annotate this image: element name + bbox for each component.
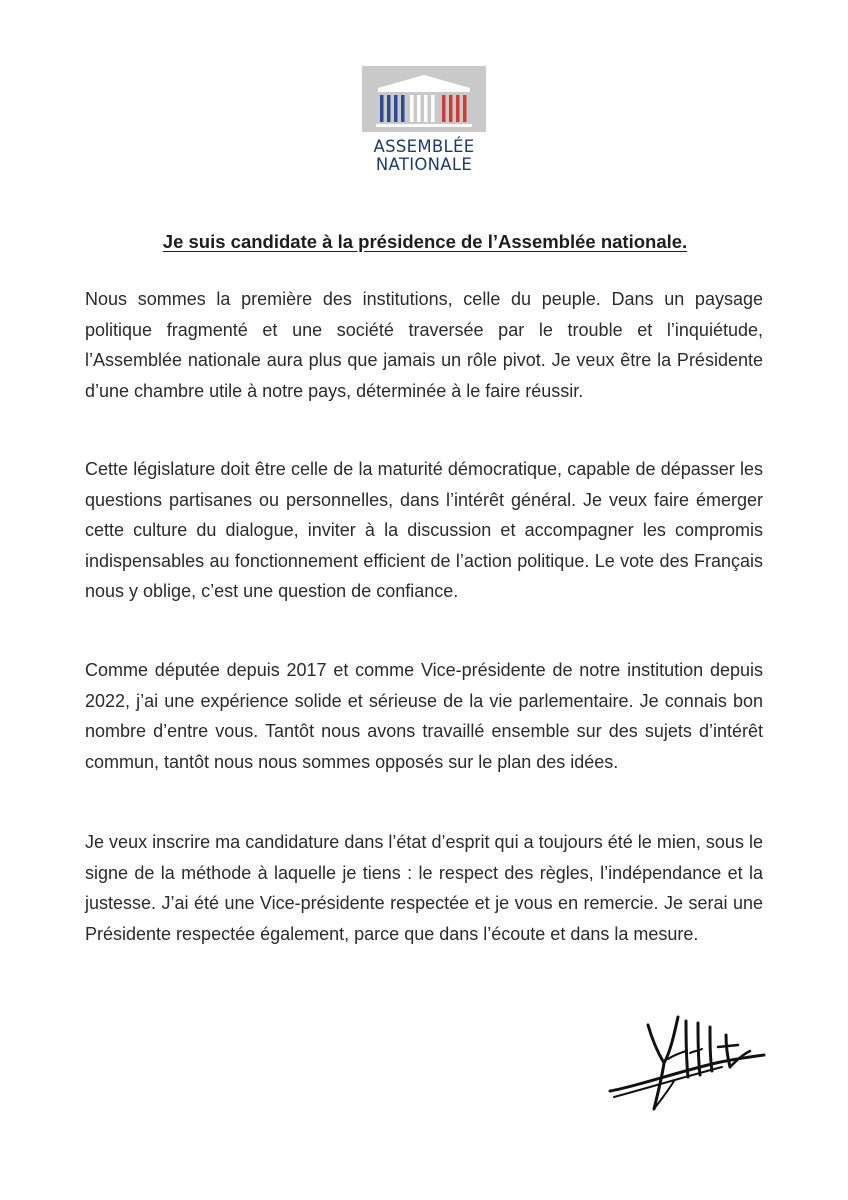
assemblee-nationale-logo [362,66,486,178]
letter-paragraph-4: Je veux inscrire ma candidature dans l’état d’esprit qui a toujours été le mien, sous le signe de la méthode à laquelle je tiens : le respect des règles, l’indépendance et la justesse. J’ai été une Vice-présidente respectée et je vous en remercie. Je serai une Présidente respectée également, parce que dans l’écoute et dans la mesure. [85,832,763,944]
logo-text-line-1: ASSEMBLÉE [373,137,475,156]
logo-text-line-2: NATIONALE [375,155,473,174]
letter-paragraph-2: Cette législature doit être celle de la maturité démocratique, capable de dépasser les questions partisanes ou personnelles, dans l’intérêt général. Je veux faire émerger cette culture du dialogue, inviter à la discussion et accompagner les compromis indispensables au fonctionnement efficient de l’action politique. Le vote des Français nous y oblige, c’est une question de confiance. [85,459,763,601]
hemicycle-columns-icon [362,66,486,132]
letter-paragraph-1: Nous sommes la première des institutions, celle du peuple. Dans un paysage politique fragmenté et une société traversée par le trouble et l’inquiétude, l’Assemblée nationale aura plus que jamais un rôle pivot. Je veux être la Présidente d’une chambre utile à notre pays, déterminée à le faire réussir. [85,289,763,401]
letter-title: Je suis candidate à la présidence de l’Assemblée nationale. [162,231,688,252]
handwritten-signature-icon [604,1005,774,1115]
letter-paragraph-3: Comme députée depuis 2017 et comme Vice-présidente de notre institution depuis 2022, j’ai une expérience solide et sérieuse de la vie parlementaire. Je connais bon nombre d’entre vous. Tantôt nous avons travaillé ensemble sur des sujets d’intérêt commun, tantôt nous nous sommes opposés sur le plan des idées. [85,660,763,772]
